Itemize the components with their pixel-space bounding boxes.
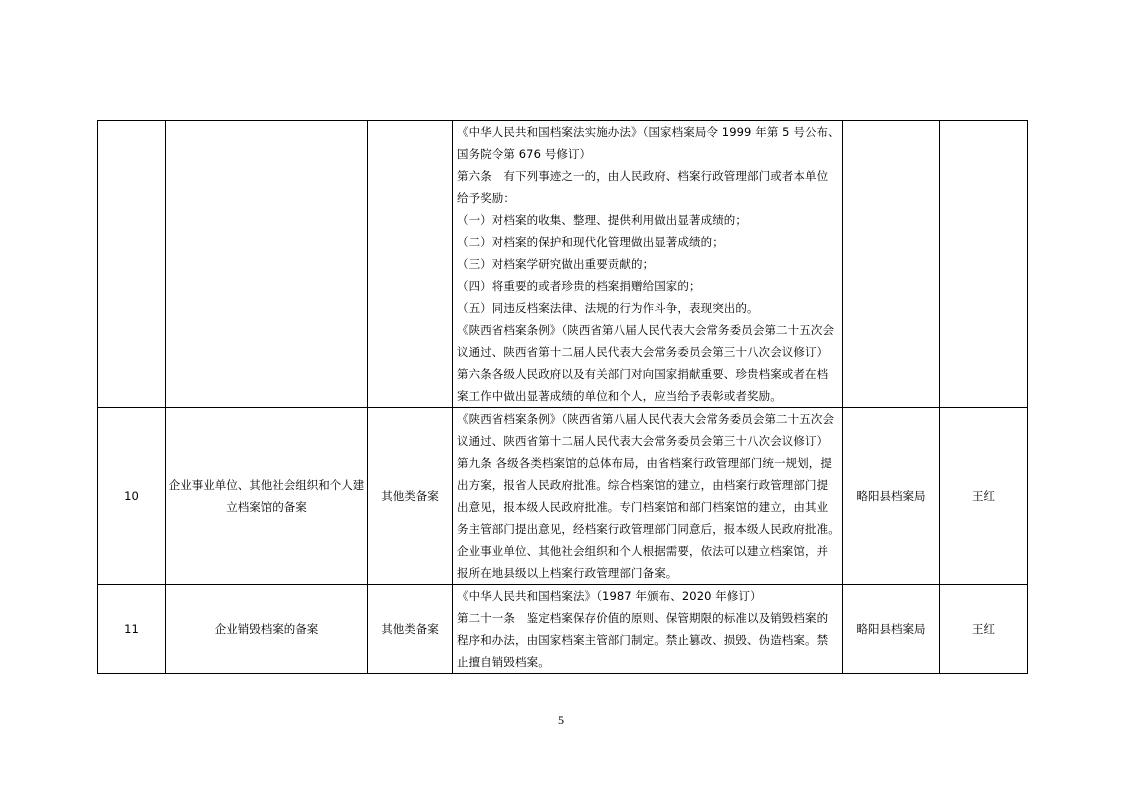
legal-basis-line: 《中华人民共和国档案法》（1987 年颁布、2020 年修订） [457,589,762,603]
department-cell [843,121,940,408]
table-row [98,408,1028,585]
legal-basis-line: 务主管部门提出意见，经档案行政管理部门同意后，报本级人民政府批准。 [457,522,840,536]
legal-basis-cell [453,408,843,585]
category: 其他类备案 [381,489,439,503]
item-name: 企业销毁档案的备案 [214,622,319,636]
legal-basis-line: 给予奖励： [457,191,515,205]
legal-basis-line: 第二十一条 鉴定档案保存价值的原则、保管期限的标准以及销毁档案的 [457,611,829,625]
legal-basis-line: 案工作中做出显著成绩的单位和个人，应当给予表彰或者奖励。 [457,389,782,403]
legal-basis-line: （五）同违反档案法律、法规的行为作斗争，表现突出的。 [457,301,759,315]
category-cell [368,408,453,585]
item-name-cell [166,585,368,674]
legal-basis-line: 出方案，报省人民政府批准。综合档案馆的建立，由档案行政管理部门提 [457,478,829,492]
page-number: 5 [558,713,564,727]
legal-basis-line: 议通过、陕西省第十二届人民代表大会常务委员会第三十八次会议修订） [457,434,829,448]
legal-basis-line: 《陕西省档案条例》（陕西省第八届人民代表大会常务委员会第二十五次会 [457,323,835,337]
legal-basis-line: 《中华人民共和国档案法实施办法》（国家档案局令 1999 年第 5 号公布、 [457,125,840,139]
matters-table [97,120,1028,674]
legal-basis-line: （一）对档案的收集、整理、提供利用做出显著成绩的； [457,213,747,227]
item-name-cell [166,121,368,408]
contact-person: 王红 [972,622,995,636]
row-number-cell [98,121,166,408]
legal-basis-line: 程序和办法，由国家档案主管部门制定。禁止篡改、损毁、伪造档案。禁 [457,633,829,647]
legal-basis-cell [453,585,843,674]
table-row [98,121,1028,408]
legal-basis-line: （三）对档案学研究做出重要贡献的； [457,257,655,271]
row-number: 11 [124,622,139,636]
department: 略阳县档案局 [856,489,926,503]
row-number-cell [98,585,166,674]
row-number-cell [98,408,166,585]
legal-basis-line: 第九条 各级各类档案馆的总体布局，由省档案行政管理部门统一规划，提 [457,456,832,470]
contact-person: 王红 [972,489,995,503]
row-number: 10 [124,489,139,503]
contact-cell [940,121,1028,408]
legal-basis-line: 止擅自销毁档案。 [457,655,550,669]
table-row [98,585,1028,674]
category: 其他类备案 [381,622,439,636]
legal-basis-line: （二）对档案的保护和现代化管理做出显著成绩的； [457,235,724,249]
legal-basis-line: 《陕西省档案条例》（陕西省第八届人民代表大会常务委员会第二十五次会 [457,412,835,426]
item-name-cell [166,408,368,585]
contact-cell [940,408,1028,585]
item-name: 企业事业单位、其他社会组织和个人建立档案馆的备案 [168,478,365,514]
department: 略阳县档案局 [856,622,926,636]
legal-basis-line: 议通过、陕西省第十二届人民代表大会常务委员会第三十八次会议修订） [457,345,829,359]
legal-basis-line: （四）将重要的或者珍贵的档案捐赠给国家的； [457,279,701,293]
legal-basis-line: 报所在地县级以上档案行政管理部门备案。 [457,566,678,580]
legal-basis-line: 出意见，报本级人民政府批准。专门档案馆和部门档案馆的建立，由其业 [457,500,829,514]
category-cell [368,121,453,408]
contact-cell [940,585,1028,674]
legal-basis-line: 第六条各级人民政府以及有关部门对向国家捐献重要、珍贵档案或者在档 [457,367,829,381]
department-cell [843,408,940,585]
department-cell [843,585,940,674]
legal-basis-cell [453,121,843,408]
legal-basis-line: 企业事业单位、其他社会组织和个人根据需要，依法可以建立档案馆，并 [457,544,829,558]
category-cell [368,585,453,674]
legal-basis-line: 国务院令第 676 号修订） [457,147,592,161]
legal-basis-line: 第六条 有下列事迹之一的，由人民政府、档案行政管理部门或者本单位 [457,169,829,183]
